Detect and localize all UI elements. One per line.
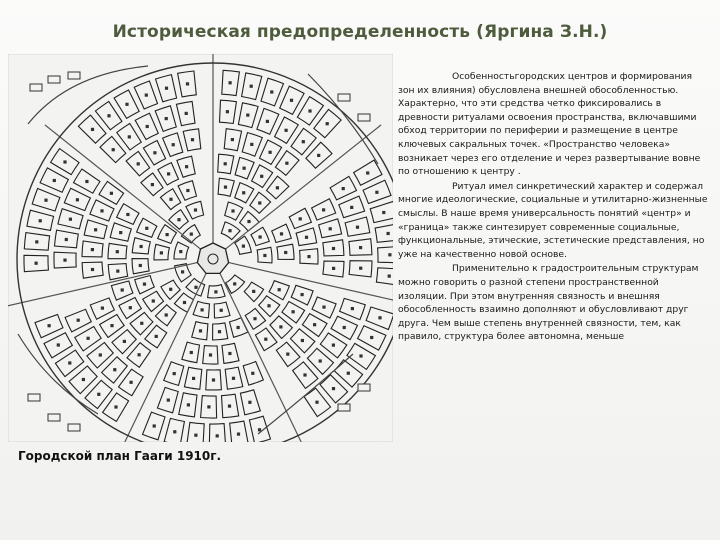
block-detail: [231, 138, 234, 141]
block-detail: [128, 135, 131, 138]
block-detail: [167, 399, 170, 402]
block-detail: [359, 267, 362, 270]
block-detail: [290, 99, 293, 102]
block-detail: [116, 250, 119, 253]
block-detail: [140, 245, 143, 248]
block-detail: [226, 110, 229, 113]
block-detail: [258, 201, 261, 204]
block-detail: [250, 85, 253, 88]
block-detail: [301, 293, 304, 296]
block-detail: [267, 304, 270, 307]
block-detail: [82, 378, 85, 381]
block-detail: [248, 401, 251, 404]
outer-parcel: [358, 114, 370, 121]
block-detail: [231, 209, 234, 212]
block-detail: [232, 377, 235, 380]
city-block: [209, 424, 225, 442]
block-detail: [48, 324, 51, 327]
block-detail: [110, 324, 113, 327]
block-detail: [125, 103, 128, 106]
block-detail: [167, 172, 170, 175]
block-detail: [97, 393, 100, 396]
block-detail: [301, 339, 304, 342]
block-detail: [68, 361, 71, 364]
outer-parcel: [30, 84, 42, 91]
block-detail: [153, 151, 156, 154]
block-detail: [332, 267, 335, 270]
block-detail: [114, 405, 117, 408]
block-detail: [63, 160, 66, 163]
block-detail: [145, 94, 148, 97]
block-detail: [100, 209, 103, 212]
block-detail: [192, 377, 195, 380]
outer-parcel: [338, 404, 350, 411]
block-detail: [243, 167, 246, 170]
block-detail: [199, 329, 202, 332]
block-detail: [187, 403, 190, 406]
block-detail: [113, 368, 116, 371]
block-detail: [169, 198, 172, 201]
outer-parcel: [68, 424, 80, 431]
block-detail: [191, 138, 194, 141]
block-detail: [305, 236, 308, 239]
block-detail: [388, 275, 391, 278]
city-block: [187, 422, 205, 442]
block-detail: [116, 270, 119, 273]
block-detail: [212, 378, 215, 381]
block-detail: [69, 218, 72, 221]
block-detail: [347, 372, 350, 375]
block-detail: [218, 330, 221, 333]
body-text: [398, 70, 710, 345]
block-detail: [343, 326, 346, 329]
block-detail: [185, 165, 188, 168]
block-detail: [57, 343, 60, 346]
outer-parcel: [48, 76, 60, 83]
block-detail: [146, 125, 149, 128]
block-detail: [258, 428, 261, 431]
block-detail: [286, 353, 289, 356]
block-detail: [303, 373, 306, 376]
block-detail: [85, 180, 88, 183]
block-detail: [94, 228, 97, 231]
outer-parcel: [28, 394, 40, 401]
block-detail: [292, 310, 295, 313]
block-detail: [270, 90, 273, 93]
block-detail: [165, 87, 168, 90]
block-detail: [276, 186, 279, 189]
block-detail: [313, 323, 316, 326]
block-detail: [229, 81, 232, 84]
block-detail: [237, 433, 240, 436]
block-detail: [253, 317, 256, 320]
block-detail: [165, 313, 168, 316]
block-detail: [185, 112, 188, 115]
map-caption: Городской план Гааги 1910г.: [18, 449, 222, 463]
block-detail: [91, 268, 94, 271]
block-detail: [145, 227, 148, 230]
block-detail: [317, 154, 320, 157]
block-detail: [388, 253, 391, 256]
block-detail: [151, 183, 154, 186]
paragraph-3: Применительно к градостроительным структурам можно говорить о разной степени пространственной изоляции. При этом внутренняя связность и внешняя обособленность взаимно дополняют и обусловливают друг друга. Чем выше степень внутренней связности, тем, как правило, структура более автономна, меньше: [398, 263, 699, 343]
block-detail: [332, 387, 335, 390]
block-detail: [356, 226, 359, 229]
block-detail: [53, 179, 56, 182]
block-detail: [101, 307, 104, 310]
block-detail: [107, 114, 110, 117]
block-detail: [279, 325, 282, 328]
block-detail: [91, 128, 94, 131]
block-detail: [228, 229, 231, 232]
block-detail: [228, 405, 231, 408]
block-detail: [173, 430, 176, 433]
block-detail: [329, 227, 332, 230]
block-detail: [166, 233, 169, 236]
block-detail: [359, 246, 362, 249]
block-detail: [387, 232, 390, 235]
block-detail: [366, 171, 369, 174]
block-detail: [76, 198, 79, 201]
block-detail: [237, 326, 240, 329]
block-detail: [179, 250, 182, 253]
block-detail: [165, 117, 168, 120]
block-detail: [370, 336, 373, 339]
block-detail: [342, 187, 345, 190]
block-detail: [251, 372, 254, 375]
outer-parcel: [48, 414, 60, 421]
block-detail: [302, 140, 305, 143]
block-detail: [216, 434, 219, 437]
block-detail: [87, 337, 90, 340]
block-detail: [359, 354, 362, 357]
block-detail: [246, 114, 249, 117]
block-detail: [140, 322, 143, 325]
block-detail: [39, 219, 42, 222]
block-detail: [269, 151, 272, 154]
block-detail: [285, 129, 288, 132]
block-detail: [259, 235, 262, 238]
block-detail: [280, 232, 283, 235]
block-detail: [299, 217, 302, 220]
block-detail: [110, 192, 113, 195]
outer-parcel: [338, 94, 350, 101]
paragraph-1: Особенностьгородских центров и формирования зон их влияния) обусловлена внешней обособленностью. Характерно, что эти средства четко фиксировались в древности ритуалами освоения пространства, включавшими обход территории по периферии и размещение в центре ключевых сакральных точек. «Пространство человека» возникает через его отделение и через развертывание вовне по отношению к центру .: [398, 71, 701, 178]
block-detail: [375, 191, 378, 194]
block-detail: [201, 308, 204, 311]
block-detail: [129, 306, 132, 309]
block-detail: [278, 288, 281, 291]
slide-title: Историческая предопределенность (Яргина З.Н.): [112, 22, 608, 42]
block-detail: [126, 213, 129, 216]
block-detail: [350, 206, 353, 209]
block-detail: [155, 335, 158, 338]
block-detail: [181, 270, 184, 273]
block-detail: [308, 109, 311, 112]
block-detail: [143, 283, 146, 286]
central-plaza: [197, 243, 228, 273]
block-detail: [332, 247, 335, 250]
block-detail: [65, 238, 68, 241]
block-detail: [322, 208, 325, 211]
block-detail: [35, 262, 38, 265]
block-detail: [307, 255, 310, 258]
block-detail: [139, 264, 142, 267]
block-detail: [119, 231, 122, 234]
block-detail: [44, 199, 47, 202]
block-detail: [326, 122, 329, 125]
block-detail: [190, 233, 193, 236]
outer-parcel: [358, 384, 370, 391]
block-detail: [137, 162, 140, 165]
block-detail: [382, 211, 385, 214]
block-detail: [247, 220, 250, 223]
block-detail: [160, 251, 163, 254]
paragraph-2: Ритуал имел синкретический характер и содержал многие идеологические, социальные и утилитарно-жизненные смыслы. В наше время универсальность понятий «центр» и «граница» также синтезирует современные социальные, функциональные, этические, эстетические представления, но уже на качественно новой основе.: [398, 180, 708, 260]
block-detail: [266, 120, 269, 123]
block-detail: [169, 288, 172, 291]
block-detail: [228, 352, 231, 355]
block-detail: [194, 208, 197, 211]
block-detail: [214, 290, 217, 293]
block-detail: [209, 353, 212, 356]
block-detail: [332, 344, 335, 347]
block-detail: [263, 254, 266, 257]
block-detail: [284, 251, 287, 254]
outer-parcel: [68, 72, 80, 79]
block-detail: [153, 424, 156, 427]
block-detail: [322, 306, 325, 309]
block-detail: [172, 143, 175, 146]
block-detail: [186, 189, 189, 192]
block-detail: [130, 381, 133, 384]
block-detail: [186, 82, 189, 85]
block-detail: [112, 148, 115, 151]
block-detail: [194, 286, 197, 289]
block-detail: [351, 307, 354, 310]
block-detail: [224, 186, 227, 189]
block-detail: [99, 353, 102, 356]
block-detail: [207, 405, 210, 408]
block-detail: [177, 218, 180, 221]
block-detail: [378, 316, 381, 319]
block-detail: [91, 248, 94, 251]
block-detail: [35, 240, 38, 243]
block-detail: [252, 290, 255, 293]
block-detail: [250, 143, 253, 146]
block-detail: [319, 359, 322, 362]
block-detail: [123, 340, 126, 343]
block-detail: [63, 259, 66, 262]
city-plan-map: [8, 54, 393, 442]
block-detail: [138, 353, 141, 356]
block-detail: [194, 434, 197, 437]
block-detail: [183, 301, 186, 304]
block-detail: [233, 282, 236, 285]
block-detail: [242, 245, 245, 248]
block-detail: [224, 162, 227, 165]
block-detail: [264, 338, 267, 341]
block-detail: [77, 319, 80, 322]
block-detail: [173, 372, 176, 375]
block-detail: [220, 309, 223, 312]
block-detail: [315, 401, 318, 404]
block-detail: [242, 191, 245, 194]
block-detail: [260, 175, 263, 178]
block-detail: [121, 288, 124, 291]
block-detail: [152, 299, 155, 302]
block-detail: [285, 162, 288, 165]
block-detail: [190, 351, 193, 354]
